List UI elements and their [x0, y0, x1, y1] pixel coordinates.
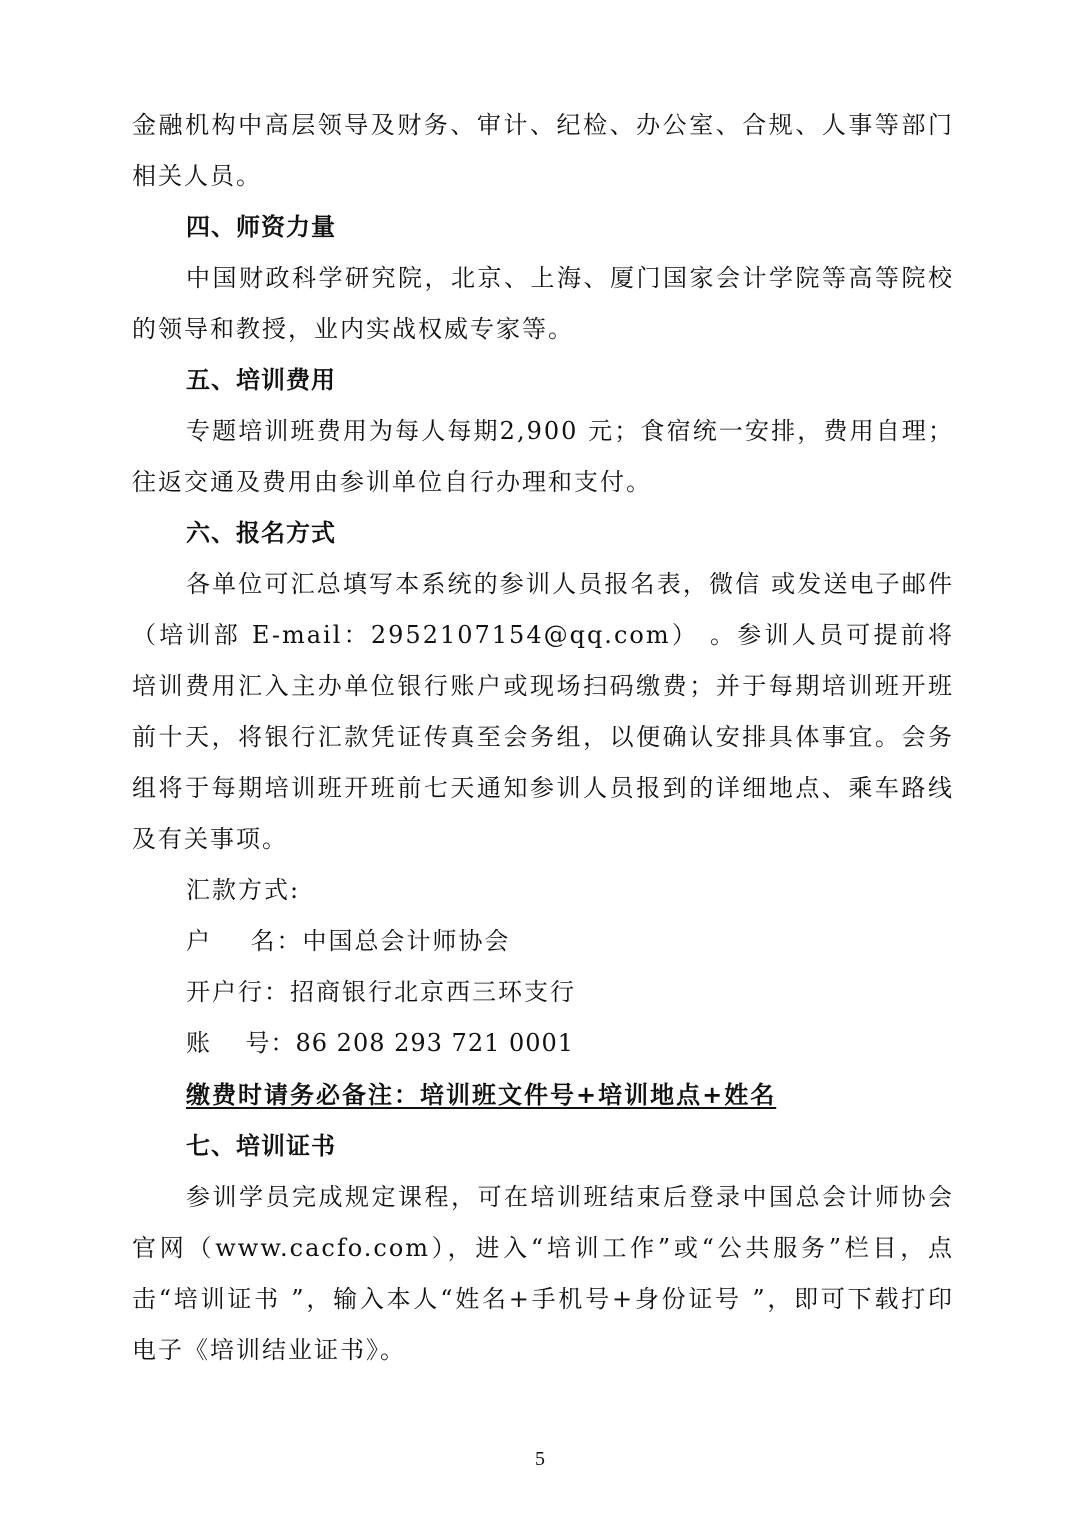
fees-paragraph: 专题培训班费用为每人每期2,900 元；食宿统一安排，费用自理；往返交通及费用由参训单位自行办理和支付。	[132, 417, 954, 496]
certificate-paragraph: 参训学员完成规定课程，可在培训班结束后登录中国总会计师协会官网（www.cacfo.com），进入“培训工作”或“公共服务”栏目，点击“培训证书 ”，输入本人“姓名+手机号+身份证号 ”，即可下载打印电子《培训结业证书》。	[132, 1183, 954, 1364]
continuation-paragraph: 金融机构中高层领导及财务、审计、纪检、办公室、合规、人事等部门相关人员。	[132, 111, 954, 190]
payment-note: 缴费时请务必备注：培训班文件号+培训地点+姓名	[186, 1080, 777, 1109]
page-number: 5	[535, 1448, 545, 1470]
account-number-line	[132, 1018, 954, 1069]
account-name-line	[132, 916, 954, 967]
document-page	[132, 100, 954, 1376]
remit-title: 汇款方式:	[186, 876, 301, 904]
heading-registration: 六、报名方式	[186, 519, 336, 547]
teachers-paragraph: 中国财政科学研究院，北京、上海、厦门国家会计学院等高等院校的领导和教授，业内实战权威专家等。	[132, 264, 954, 343]
account-name-text: 户 名：中国总会计师协会	[186, 927, 511, 955]
bank-line: 开户行：招商银行北京西三环支行	[186, 978, 576, 1006]
heading-fees: 五、培训费用	[186, 366, 336, 394]
account-number-text: 账 号：86 208 293 721 0001	[186, 1029, 575, 1057]
registration-paragraph: 各单位可汇总填写本系统的参训人员报名表，微信 或发送电子邮件（培训部 E-mail：2952107154@qq.com） 。参训人员可提前将培训费用汇入主办单位银行账户或现场扫码缴费；并于每期培训班开班前十天，将银行汇款凭证传真至会务组，以便确认安排具体事宜。会务组将于每期培训班开班前七天通知参训人员报到的详细地点、乘车路线及有关事项。	[132, 570, 954, 853]
heading-teachers: 四、师资力量	[186, 213, 336, 241]
payment-note-line	[132, 1069, 954, 1121]
heading-certificate: 七、培训证书	[186, 1132, 336, 1160]
